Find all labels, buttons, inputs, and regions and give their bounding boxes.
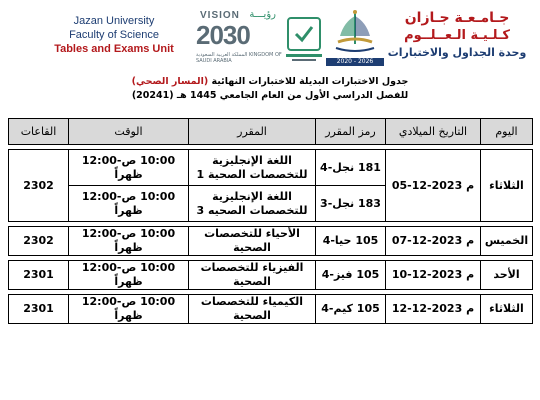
vision-ar: رؤيـــة xyxy=(249,9,276,20)
document-title xyxy=(40,75,500,103)
header-rooms: القاعات xyxy=(9,119,69,145)
code-cell: 183 نجل-3 xyxy=(316,186,386,222)
course-cell: الكيمياء للتخصصات الصحية xyxy=(189,295,316,324)
code-cell: 181 نجل-4 xyxy=(316,150,386,186)
unit-en: Tables and Exams Unit xyxy=(54,43,174,55)
letterhead xyxy=(0,0,540,72)
course-cell: الأحياء للتخصصات الصحية xyxy=(189,227,316,256)
day-cell: الخميس xyxy=(481,227,533,256)
rooms-cell: 2302 xyxy=(9,227,69,256)
table-header-row xyxy=(9,119,533,145)
time-cell: 10:00 ص-12:00 ظهراً xyxy=(69,295,189,324)
exam-schedule-table xyxy=(8,118,533,324)
date-cell xyxy=(386,227,481,256)
time-cell: 10:00 ص-12:00 ظهراً xyxy=(69,150,189,186)
table-row xyxy=(9,227,533,256)
course-value: اللغة الإنجليزية للتخصصات الصحية 1 xyxy=(196,153,308,181)
code-cell: 105 كيم-4 xyxy=(316,295,386,324)
date-cell xyxy=(386,295,481,324)
university-en: Jazan University xyxy=(73,15,155,27)
header-course: المقرر xyxy=(189,119,316,145)
university-name-en xyxy=(54,14,174,56)
rooms-cell: 2302 xyxy=(9,150,69,222)
vision-year: 2030 xyxy=(196,20,250,50)
university-ar: جـامـعـة جـازان xyxy=(404,10,510,26)
jazan-university-seal xyxy=(326,6,384,68)
title-main: جدول الاختبارات البديلة للاختبارات النهائية xyxy=(211,76,409,87)
code-cell: 105 حيا-4 xyxy=(316,227,386,256)
quality-badge-icon xyxy=(284,14,324,64)
day-cell: الثلاثاء xyxy=(481,150,533,222)
course-cell xyxy=(189,186,316,222)
time-cell: 10:00 ص-12:00 ظهراً xyxy=(69,186,189,222)
course-value: اللغة الإنجليزية للتخصصات الصحيه 3 xyxy=(196,189,308,217)
faculty-en: Faculty of Science xyxy=(69,29,159,41)
rooms-cell: 2301 xyxy=(9,295,69,324)
seal-years: 2020 - 2026 xyxy=(326,58,384,66)
date-value: 10-12-2023 م xyxy=(391,268,475,281)
vision-2030-logo xyxy=(190,10,282,64)
vision-word: VISION xyxy=(200,10,240,21)
date-value: 07-12-2023 م xyxy=(391,234,475,247)
time-cell: 10:00 ص-12:00 ظهراً xyxy=(69,227,189,256)
title-line-1 xyxy=(40,75,500,89)
faculty-ar: كـلـيـة الـعــلــوم xyxy=(404,28,510,43)
vision-sub: المملكة العربية السعودية KINGDOM OF SAUDI ARABIA xyxy=(196,52,282,64)
header-code: رمز المقرر xyxy=(316,119,386,145)
title-line-2: للفصل الدراسي الأول من العام الجامعي 1445 هـ (20241) xyxy=(131,90,409,101)
date-cell xyxy=(386,261,481,290)
rooms-cell: 2301 xyxy=(9,261,69,290)
date-cell xyxy=(386,150,481,222)
unit-ar: وحدة الجداول والاختبارات xyxy=(387,46,527,59)
date-value: 05-12-2023 م xyxy=(391,178,475,192)
code-cell: 105 فيز-4 xyxy=(316,261,386,290)
date-value: 12-12-2023 م xyxy=(391,302,475,315)
seal-icon xyxy=(326,6,384,56)
course-cell xyxy=(189,150,316,186)
day-cell: الثلاثاء xyxy=(481,295,533,324)
university-name-ar xyxy=(382,10,532,61)
header-date: التاريخ الميلادي xyxy=(386,119,481,145)
table-row xyxy=(9,295,533,324)
title-path: (المسار الصحي) xyxy=(131,76,209,87)
course-cell: الفيزياء للتخصصات الصحية xyxy=(189,261,316,290)
table-row xyxy=(9,261,533,290)
time-cell: 10:00 ص-12:00 ظهراً xyxy=(69,261,189,290)
header-time: الوقت xyxy=(69,119,189,145)
header-day: اليوم xyxy=(481,119,533,145)
table-row xyxy=(9,150,533,186)
day-cell: الأحد xyxy=(481,261,533,290)
